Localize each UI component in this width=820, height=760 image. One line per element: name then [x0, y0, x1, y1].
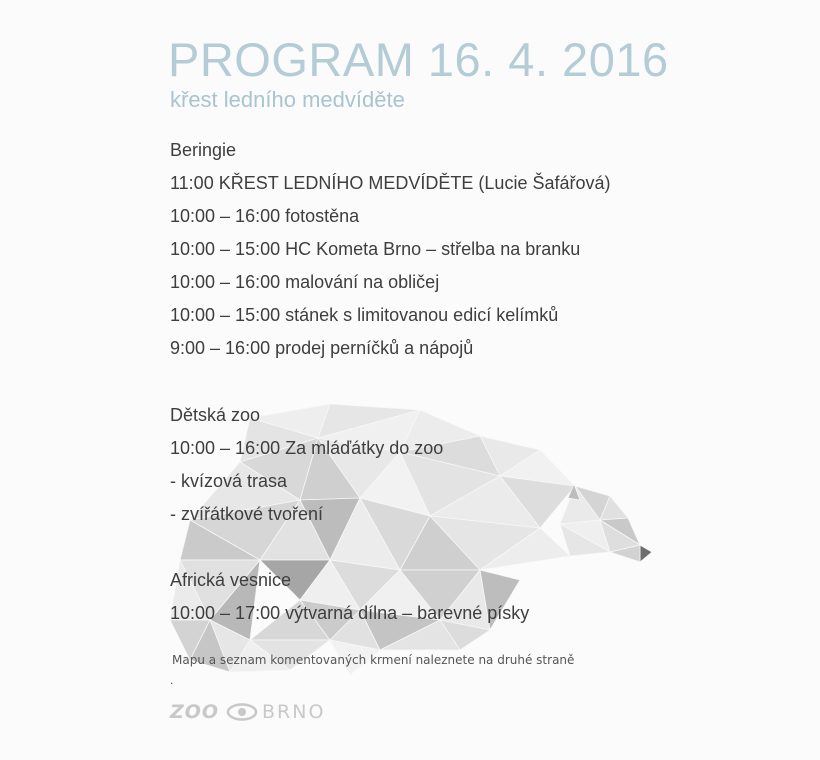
- logo-brno-text: BRNO: [262, 701, 326, 723]
- page-subtitle: křest ledního medvíděte: [170, 87, 405, 112]
- section-heading-detska-zoo: Dětská zoo: [170, 405, 261, 425]
- program-item: - kvízová trasa: [170, 471, 288, 491]
- program-item: 10:00 – 15:00 HC Kometa Brno – střelba na branku: [170, 239, 581, 259]
- program-item: 10:00 – 17:00 výtvarná dílna – barevné písky: [170, 603, 530, 623]
- program-item: 10:00 – 16:00 malování na obličej: [170, 272, 440, 292]
- section-heading-africka-vesnice: Africká vesnice: [170, 570, 292, 590]
- page-title: PROGRAM 16. 4. 2016: [168, 33, 669, 86]
- footer-note: Mapu a seznam komentovaných krmení naleznete na druhé straně: [172, 653, 575, 667]
- logo-eye-icon: [226, 703, 258, 721]
- program-item: - zvířátkové tvoření: [170, 504, 324, 524]
- zoo-brno-logo: [170, 700, 382, 724]
- program-item: 10:00 – 15:00 stánek s limitovanou edicí kelímků: [170, 305, 559, 325]
- program-item: 10:00 – 16:00 Za mláďátky do zoo: [170, 438, 444, 458]
- program-item: 11:00 KŘEST LEDNÍHO MEDVÍDĚTE (Lucie Šafářová): [170, 173, 611, 193]
- section-heading-beringie: Beringie: [170, 140, 237, 160]
- logo-zoo-text: ZOO: [170, 701, 220, 723]
- footer-dot: .: [170, 673, 174, 687]
- program-item: 9:00 – 16:00 prodej perníčků a nápojů: [170, 338, 474, 358]
- program-item: 10:00 – 16:00 fotostěna: [170, 206, 360, 226]
